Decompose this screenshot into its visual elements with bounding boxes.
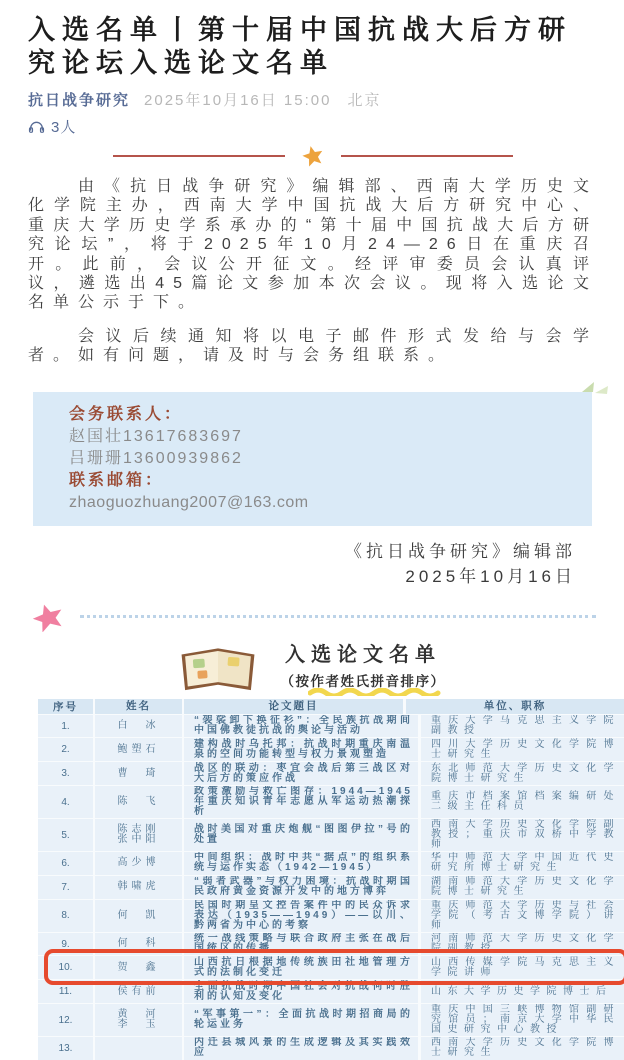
cell-title: 战区的联动：枣宜会战后第三战区对大后方的策应作战 [184, 762, 421, 785]
table-header-row [38, 699, 624, 714]
name-line: 张中阳 [117, 834, 160, 846]
list-subtitle: （按作者姓氏拼音排序） [280, 673, 446, 689]
table-row [38, 955, 624, 979]
cell-no: 13. [38, 1037, 95, 1060]
name-line: 鲍塑石 [117, 743, 160, 755]
table-row [38, 932, 624, 956]
signature [28, 539, 598, 589]
cell-title: 中间组织：战时中共“据点”的组织系统与运作实态（1942—1945） [184, 852, 421, 875]
name-line: 李 玉 [117, 1019, 160, 1031]
name-line: 曹 琦 [117, 767, 160, 779]
cell-title: “弱者武器”与权力困境：抗战时期国民政府黄金资源开发中的地方博弈 [184, 876, 421, 899]
cell-unit: 湖南师范大学历史文化学院博士研究生 [431, 876, 620, 898]
cell-no: 6. [38, 852, 95, 875]
table-row [38, 714, 624, 738]
cell-unit: 重庆大学马克思主义学院副教授 [431, 715, 620, 737]
cell-unit: 重庆师范大学历史与社会学院（考古文博学院）讲师 [431, 899, 620, 931]
cell-unit: 东北师范大学历史文化学院博士研究生 [431, 762, 620, 784]
name-line: 白 冰 [117, 720, 160, 732]
email-label: 联系邮箱： [69, 471, 165, 489]
contact-box [33, 392, 592, 526]
cell-unit: 重庆中国三峡博物馆副研究馆员；南京大学中华民国史研究中心教授 [431, 1004, 620, 1036]
dotted-line [80, 615, 596, 618]
cell-name [95, 876, 184, 899]
cell-title: 战时美国对重庆炮舰“图图伊拉”号的处置 [184, 819, 421, 851]
cell-no: 8. [38, 900, 95, 932]
contact-box-wrap [33, 392, 592, 526]
cell-title: 政策激励与救亡图存：1944—1945年重庆知识青年志愿从军运动热潮探析 [184, 786, 421, 818]
cell-title: 内迁县城风景的生成逻辑及其实践效应 [184, 1037, 421, 1060]
cell-unit: 华中师范大学中国近代史研究所博士研究生 [431, 852, 620, 874]
cell-title: 全面抗战时期中国社会对抗战何时胜利的认知及变化 [184, 980, 421, 1003]
paragraph-1: 由《抗日战争研究》编辑部、西南大学历史文化学院主办，西南大学中国抗战大后方研究中心、重庆大学历史学系承办的“第十届中国抗战大后方研究论坛”，将于2025年10月24—26日在重庆召开。此前，会议公开征文。经评审委员会认真评议，遴选出45篇论文参加本次会议。现将入选论文名单公示于下。 [28, 178, 598, 312]
papers-table [38, 699, 624, 1060]
cell-unit: 山东大学历史学院博士后 [431, 985, 613, 997]
starfish-icon [30, 602, 66, 632]
cell-title: 统一战线策略与联合政府主张在战后国统区的传播 [184, 933, 421, 956]
listeners-row[interactable] [28, 116, 598, 137]
table-row [38, 979, 624, 1003]
signature-editorial: 《抗日战争研究》编辑部 [345, 541, 576, 561]
cell-unit: 河南师范大学历史文化学院副教授 [431, 933, 620, 955]
cell-no: 5. [38, 819, 95, 851]
cell-no: 1. [38, 715, 95, 738]
signature-date: 2025年10月16日 [405, 566, 576, 586]
contact-email: zhaoguozhuang2007@163.com [69, 493, 309, 511]
cell-no: 4. [38, 786, 95, 818]
cell-name [95, 738, 184, 761]
col-header-no: 序号 [38, 699, 95, 714]
cell-unit: 西南大学历史文化学院副教授；重庆市双桥中学教师 [431, 819, 620, 851]
paragraph-2: 会议后续通知将以电子邮件形式发给与会学者。如有问题，请及时与会务组联系。 [28, 327, 598, 365]
table-row [38, 1036, 624, 1060]
cell-no: 2. [38, 738, 95, 761]
publish-location: 北京 [347, 92, 382, 109]
divider-line-left [113, 155, 285, 157]
name-line: 陈志刚 [117, 824, 160, 836]
star-divider [28, 146, 598, 166]
article-title: 入选名单丨第十届中国抗战大后方研究论坛入选论文名单 [28, 15, 572, 78]
name-line: 高少博 [117, 857, 160, 869]
cell-title: 民国时期呈文控告案件中的民众诉求表达（1935——1949）——以川、黔两省为中心的考察 [184, 900, 421, 932]
cell-title: “军事第一”：全面抗战时期招商局的轮运业务 [184, 1004, 421, 1036]
cell-no: 10. [38, 956, 95, 979]
open-book-icon [178, 640, 258, 694]
cell-name [95, 1037, 184, 1060]
table-row [38, 737, 624, 761]
cell-no: 7. [38, 876, 95, 899]
cell-title: “袈裟卸下换征衫”：全民族抗战期间中国佛教徒抗战的舆论与活动 [184, 715, 421, 738]
star-icon [298, 141, 327, 170]
table-row [38, 875, 624, 899]
table-row [38, 1003, 624, 1036]
cell-name [95, 715, 184, 738]
contact-label: 会务联系人： [69, 405, 184, 423]
cell-no: 12. [38, 1004, 95, 1036]
listeners-count: 3人 [51, 119, 77, 136]
name-line: 贺 鑫 [117, 961, 160, 973]
cell-name [95, 980, 184, 1003]
name-line: 何 凯 [117, 909, 160, 921]
name-line: 何 科 [117, 938, 160, 950]
headphones-icon [28, 119, 45, 134]
name-line: 韩啸虎 [117, 881, 160, 893]
cell-unit: 四川大学历史文化学院博士研究生 [431, 738, 620, 760]
cell-unit: 山西传媒学院马克思主义学院讲师 [431, 956, 620, 978]
cell-no: 3. [38, 762, 95, 785]
col-header-title: 论文题目 [184, 699, 406, 714]
divider-line-right [341, 155, 513, 157]
cell-title: 建构战时乌托邦：抗战时期重庆南温泉的空间功能转型与权力景观塑造 [184, 738, 421, 761]
table-row [38, 818, 624, 851]
publish-datetime: 2025年10月16日 15:00 [144, 92, 332, 109]
table-row [38, 785, 624, 818]
papers-table-body [38, 714, 624, 1060]
cell-title: 山西抗日根据地传统族田社地管理方式的法制化变迁 [184, 956, 421, 979]
cell-name [95, 819, 184, 851]
cell-name [95, 762, 184, 785]
account-link[interactable]: 抗日战争研究 [28, 92, 131, 109]
cell-name [95, 786, 184, 818]
name-line: 侯有前 [117, 985, 160, 997]
name-line: 陈 飞 [117, 796, 160, 808]
table-row [38, 761, 624, 785]
cell-no: 9. [38, 933, 95, 956]
cell-name [95, 933, 184, 956]
contact-phone-1: 赵国壮13617683697 [69, 427, 243, 445]
starfish-divider [28, 602, 598, 632]
leaf-decoration-icon [580, 378, 610, 396]
cell-no: 11. [38, 980, 95, 1003]
contact-phone-2: 吕珊珊13600939862 [69, 449, 243, 467]
cell-unit: 西南大学历史文化学院博士研究生 [431, 1037, 620, 1059]
table-row [38, 851, 624, 875]
list-header-text [278, 638, 448, 696]
col-header-unit: 单位、职称 [483, 700, 547, 713]
cell-unit: 重庆市档案馆档案编研处二级主任科员 [431, 791, 620, 813]
list-header [28, 638, 598, 696]
cell-name [95, 956, 184, 979]
col-header-name: 姓名 [95, 699, 184, 714]
cell-name [95, 1004, 184, 1036]
name-line: 黄 河 [117, 1009, 160, 1021]
cell-name [95, 852, 184, 875]
list-title: 入选论文名单 [285, 643, 441, 666]
article-meta [28, 89, 598, 110]
